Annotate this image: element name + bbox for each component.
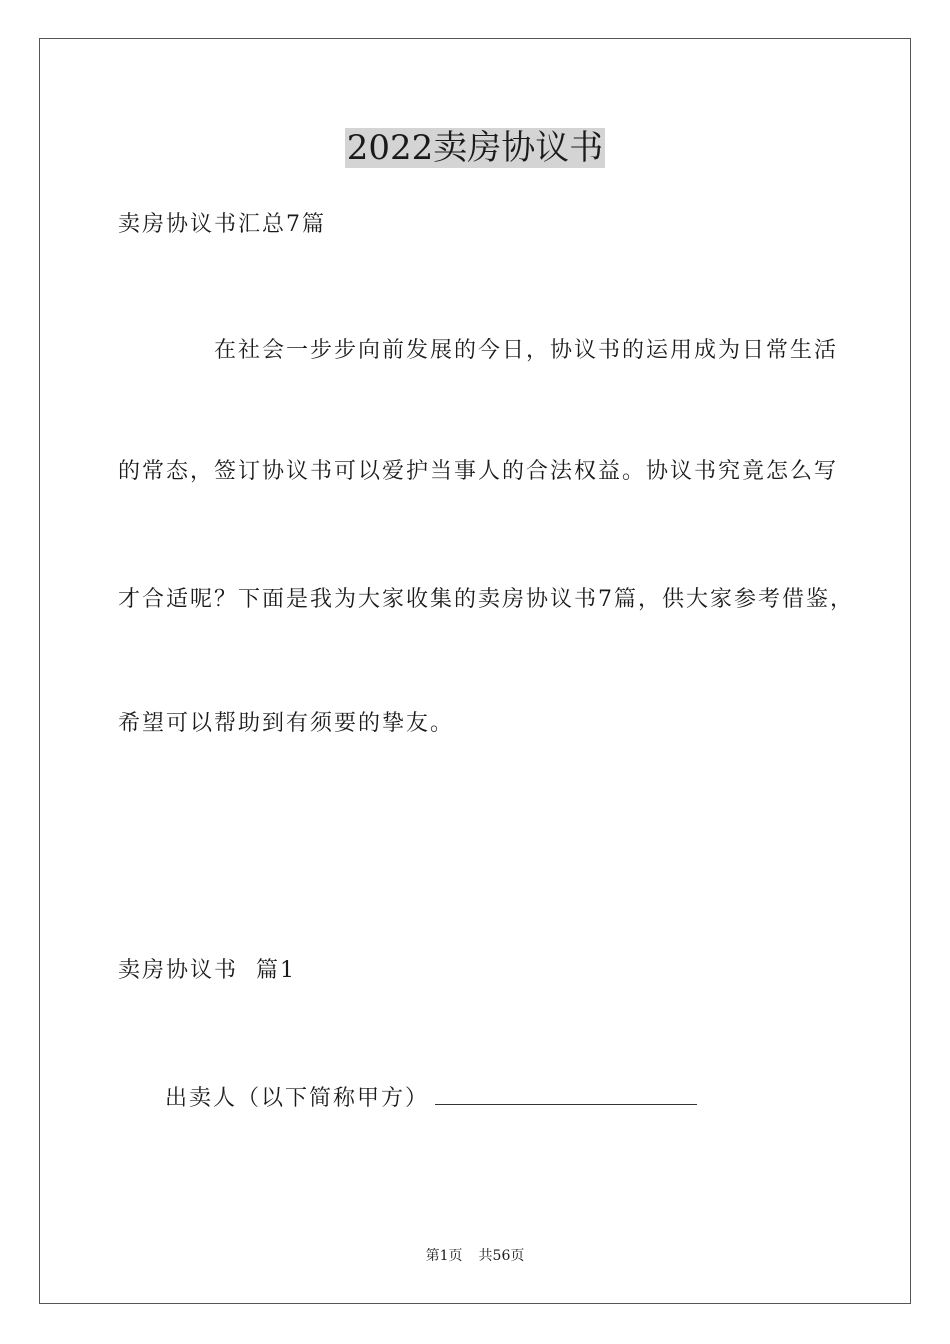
- page-footer: [0, 1247, 950, 1265]
- document-title: [0, 126, 950, 170]
- intro-paragraph-line-3: 才合适呢？下面是我为大家收集的卖房协议书7篇，供大家参考借鉴，: [118, 587, 854, 612]
- intro-paragraph-line-4: 希望可以帮助到有须要的挚友。: [118, 711, 455, 736]
- intro-paragraph-line-1: 在社会一步步向前发展的今日，协议书的运用成为日常生活: [214, 338, 839, 363]
- seller-field: [165, 1082, 697, 1114]
- current-page-number: 第1页: [425, 1248, 463, 1264]
- section-heading: 卖房协议书 篇1: [118, 958, 296, 983]
- seller-label: 出卖人（以下简称甲方）: [165, 1086, 430, 1111]
- total-page-count: 共56页: [478, 1248, 525, 1264]
- document-subtitle: 卖房协议书汇总7篇: [118, 212, 326, 237]
- seller-blank-line: [435, 1082, 697, 1105]
- intro-paragraph-line-2: 的常态，签订协议书可以爱护当事人的合法权益。协议书究竟怎么写: [118, 459, 839, 484]
- document-title-text: 2022卖房协议书: [346, 128, 604, 168]
